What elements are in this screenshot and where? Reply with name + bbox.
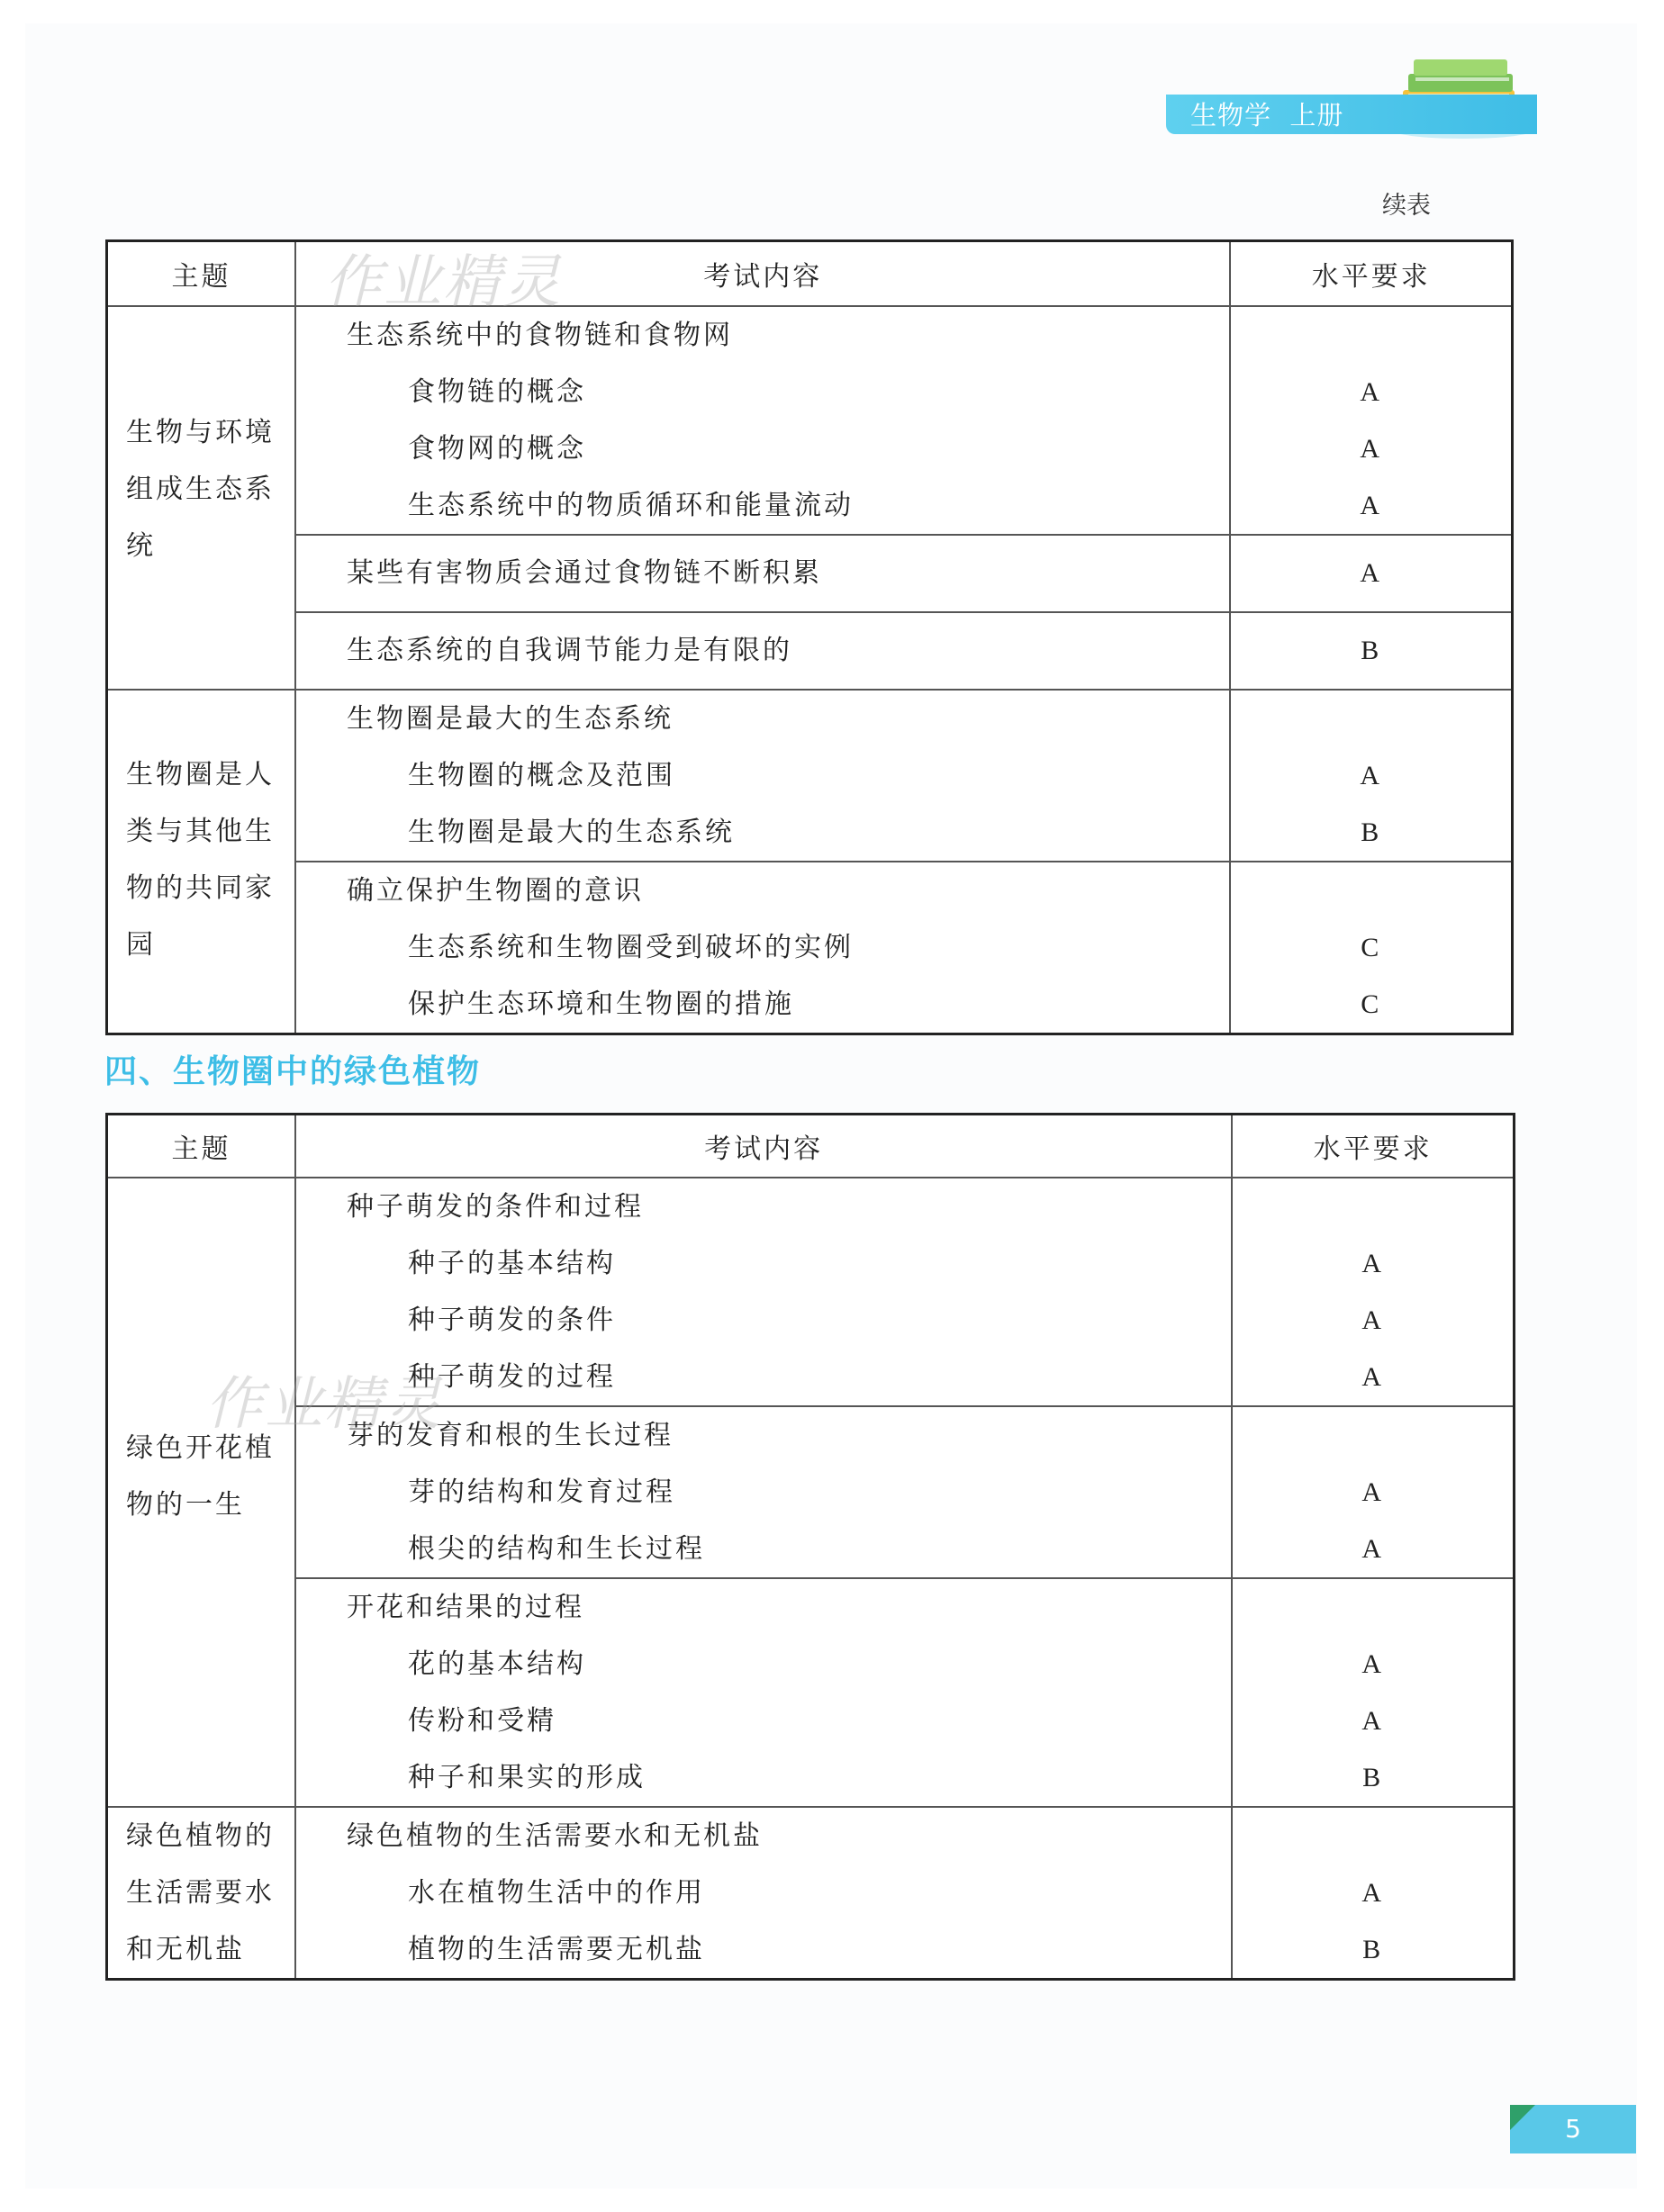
level-cell: [1232, 1178, 1514, 1406]
level-value: [1231, 307, 1511, 364]
level-value: [1233, 1579, 1513, 1636]
header-topic: 主题: [107, 241, 295, 306]
table-row: [107, 1578, 1515, 1807]
topic-cell: 绿色植物的生活需要水和无机盐: [107, 1807, 296, 1980]
table-row: [107, 1807, 1515, 1980]
content-item: 生物圈的概念及范围: [407, 759, 675, 791]
table-header-row: [107, 1115, 1515, 1178]
level-value: [1231, 862, 1511, 919]
content-item: 传粉和受精: [408, 1704, 556, 1737]
content-cell: [295, 690, 1231, 862]
content-cell: [295, 862, 1231, 1034]
header-topic: 主题: [107, 1115, 296, 1178]
header-level: 水平要求: [1232, 1115, 1514, 1178]
level-value: A: [1361, 1533, 1385, 1564]
topic-cell: 生物圈是人类与其他生物的共同家园: [107, 690, 295, 1034]
page-number: 5: [1565, 2114, 1581, 2144]
level-value: A: [1360, 490, 1383, 520]
content-cell: [295, 535, 1231, 612]
content-item: 芽的结构和发育过程: [408, 1476, 675, 1508]
content-item: 食物链的概念: [407, 375, 586, 408]
level-cell: [1230, 306, 1512, 535]
content-cell: [295, 1406, 1232, 1578]
level-value: B: [1361, 635, 1382, 665]
content-category: 某些有害物质会通过食物链不断积累: [346, 556, 822, 589]
level-value: A: [1360, 433, 1383, 464]
table-row: [107, 690, 1513, 862]
level-value: A: [1361, 1705, 1385, 1736]
topic-cell: 绿色开花植物的一生: [107, 1178, 296, 1807]
level-value: A: [1360, 376, 1383, 407]
level-value: A: [1361, 1361, 1385, 1392]
content-category: 芽的发育和根的生长过程: [347, 1419, 674, 1451]
content-category: 生态系统的自我调节能力是有限的: [346, 634, 792, 666]
content-category: 生物圈是最大的生态系统: [346, 702, 674, 735]
level-value: [1231, 691, 1511, 747]
content-item: 种子的基本结构: [408, 1247, 616, 1279]
level-value: [1233, 1808, 1513, 1864]
exam-table-section4: [105, 1113, 1515, 1981]
content-item: 种子萌发的条件: [408, 1304, 616, 1336]
level-value: A: [1361, 1877, 1385, 1908]
level-value: [1233, 1407, 1513, 1464]
watermark: 作业精灵: [205, 1371, 443, 1438]
topic-cell: 生物与环境组成生态系统: [107, 306, 295, 690]
content-category: 生态系统中的食物链和食物网: [346, 319, 733, 351]
content-category: 种子萌发的条件和过程: [347, 1190, 644, 1223]
content-item: 根尖的结构和生长过程: [408, 1532, 705, 1565]
level-value: [1233, 1178, 1513, 1235]
table-row: [107, 612, 1513, 690]
content-item: 保护生态环境和生物圈的措施: [407, 988, 794, 1020]
level-value: C: [1361, 989, 1382, 1019]
content-category: 开花和结果的过程: [347, 1591, 584, 1623]
content-item: 种子萌发的过程: [408, 1360, 616, 1393]
table-row: [107, 1406, 1515, 1578]
content-cell: [295, 1578, 1232, 1807]
content-cell: [295, 1178, 1232, 1406]
level-cell: [1230, 612, 1512, 690]
content-cell: [295, 1807, 1232, 1980]
header-level: 水平要求: [1230, 241, 1512, 306]
level-value: B: [1362, 1762, 1384, 1792]
table-row: [107, 862, 1513, 1034]
watermark: 作业精灵: [324, 249, 562, 316]
header-content: 考试内容: [295, 241, 1231, 306]
level-value: B: [1361, 817, 1382, 847]
level-value: A: [1360, 557, 1383, 588]
level-value: A: [1361, 1648, 1385, 1679]
level-value: A: [1361, 1305, 1385, 1335]
level-value: A: [1360, 760, 1383, 790]
header-content: 考试内容: [295, 1115, 1232, 1178]
section-title: 四、生物圈中的绿色植物: [104, 1053, 482, 1090]
level-value: B: [1362, 1934, 1384, 1964]
table-row: [107, 535, 1513, 612]
content-cell: [295, 612, 1231, 690]
content-item: 食物网的概念: [407, 432, 586, 465]
exam-table-continued: [105, 239, 1514, 1035]
level-value: C: [1361, 932, 1382, 962]
content-item: 生态系统中的物质循环和能量流动: [407, 489, 854, 521]
content-item: 花的基本结构: [408, 1648, 586, 1680]
table-header-row: [107, 241, 1513, 306]
content-item: 植物的生活需要无机盐: [408, 1933, 705, 1965]
content-item: 生物圈是最大的生态系统: [407, 816, 735, 848]
content-category: 确立保护生物圈的意识: [346, 874, 644, 907]
level-cell: [1230, 535, 1512, 612]
level-value: A: [1361, 1476, 1385, 1507]
continued-label: 续表: [1382, 192, 1431, 220]
level-cell: [1232, 1406, 1514, 1578]
table-row: [107, 306, 1513, 535]
content-cell: [295, 306, 1231, 535]
content-item: 水在植物生活中的作用: [408, 1876, 705, 1909]
content-item: 种子和果实的形成: [408, 1761, 646, 1793]
level-value: A: [1361, 1248, 1385, 1278]
level-cell: [1230, 862, 1512, 1034]
level-cell: [1232, 1578, 1514, 1807]
level-cell: [1232, 1807, 1514, 1980]
content-item: 生态系统和生物圈受到破坏的实例: [407, 931, 854, 963]
level-cell: [1230, 690, 1512, 862]
table-row: [107, 1178, 1515, 1406]
content-category: 绿色植物的生活需要水和无机盐: [347, 1819, 763, 1852]
book-label: 生物学 上册: [1190, 100, 1344, 131]
